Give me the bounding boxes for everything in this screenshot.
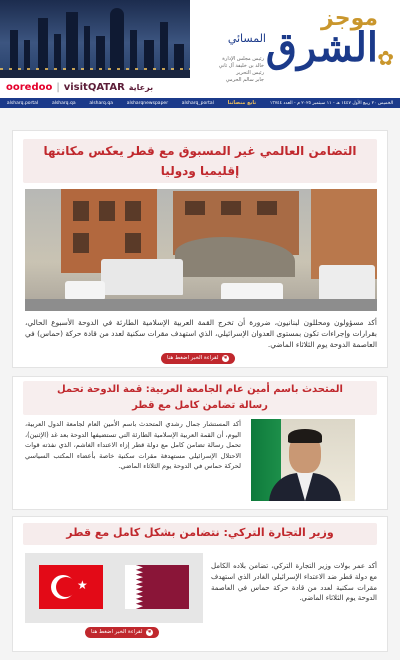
- story-card-3: [12, 516, 388, 652]
- masthead-title: الشرق: [265, 24, 378, 71]
- edition-title: موجز: [321, 6, 378, 31]
- date-line: الخميس ٢٠ ربيع الأول ١٤٤٧ هـ - ١١ سبتمبر ٢٠٢٥ م - العدد ١٣٧٤٤: [269, 100, 394, 106]
- story-body: أكد المستشار جمال رشدي المتحدث باسم الأمين العام لجامعة الدول العربية، اليوم، أن القمة العربية الإسلامية الطارئة التي تستضيفها الدوحة بعد غد (الإثنين)، تحمل رسالة تضامن كامل مع دولة قطر إزاء الاعتداء الغاشم، الذي نفذته قوات الاحتلال الإسرائيلي مستهدفة مقرات سكنية خاصة بأعضاء المكتب السياسي لحركة حماس في الدوحة يوم الثلاثاء الماضي.: [25, 420, 241, 470]
- social-handle[interactable]: alsharq.qa: [51, 100, 76, 106]
- masthead-subtitle: المسائي: [227, 32, 266, 45]
- social-handle[interactable]: alsharq.qa: [89, 100, 113, 106]
- read-more-button[interactable]: ☚ لقراءة الخبر اضغط هنا: [85, 627, 159, 638]
- ooredoo-logo: ooredoo: [6, 81, 53, 93]
- logo-flower-icon: ✿: [377, 46, 394, 70]
- visit-qatar-logo: visitQATAR: [63, 81, 125, 93]
- read-more-button[interactable]: ☚ لقراءة الخبر اضغط هنا: [161, 353, 235, 364]
- story-headline: التضامن العالمي غير المسبوق مع قطر يعكس مكانتها إقليميا ودوليا: [23, 139, 377, 183]
- hand-pointer-icon: ☚: [146, 629, 152, 635]
- social-handle[interactable]: alsharqnewspaper: [126, 100, 169, 106]
- turkey-flag-icon: ★: [39, 565, 103, 609]
- story-headline: المتحدث باسم أمين عام الجامعة العربية: قمة الدوحة تحمل رسالة تضامن كامل مع قطر: [23, 381, 377, 415]
- qatar-flag-icon: [125, 565, 189, 609]
- sponsored-by-label: برعاية: [128, 82, 154, 92]
- social-handle[interactable]: alsharq_portal: [181, 100, 214, 106]
- flags-image: [25, 553, 203, 623]
- story-body: أكد مسؤولون ومحللون لبنانيون، ضرورة أن تخرج القمة العربية الإسلامية الطارئة في الدوحة الأسبوع الحالي، بقرارات وإجراءات تكون بمستوى العدوان الإسرائيلي، الذي استهدف مقرات سكنية لعدد من قادة حركة (حماس) في العاصمة الدوحة يوم الثلاثاء الماضي.: [25, 318, 377, 349]
- doha-skyline-image: [0, 0, 190, 78]
- follow-label: تابع منصاتنا: [227, 100, 257, 106]
- story-photo: [25, 189, 377, 311]
- hand-pointer-icon: ☚: [222, 355, 228, 361]
- masthead: [0, 0, 400, 108]
- story-headline: وزير التجارة التركي: نتضامن بشكل كامل مع قطر: [23, 523, 377, 545]
- story-card-2: [12, 376, 388, 510]
- social-bar: [0, 98, 400, 108]
- editorial-board: رئيس مجلس الإدارة خالد بن خليفة آل ثاني رئيس التحرير جابر سالم الحرمي: [218, 56, 264, 83]
- spokesman-portrait: [251, 419, 355, 501]
- story-card-1: [12, 130, 388, 368]
- sponsors-bar: ooredoo | visitQATAR برعاية: [6, 81, 154, 93]
- story-body: أكد عمر بولات وزير التجارة التركي، تضامن بلاده الكامل مع دولة قطر ضد الاعتداء الإسرائيلي الغادر الذي استهدف مقرات سكنية لعدد من قادة حركة حماس في العاصمة الدوحة يوم الثلاثاء الماضي.: [211, 562, 377, 603]
- social-handle[interactable]: alsharq.portal: [6, 100, 39, 106]
